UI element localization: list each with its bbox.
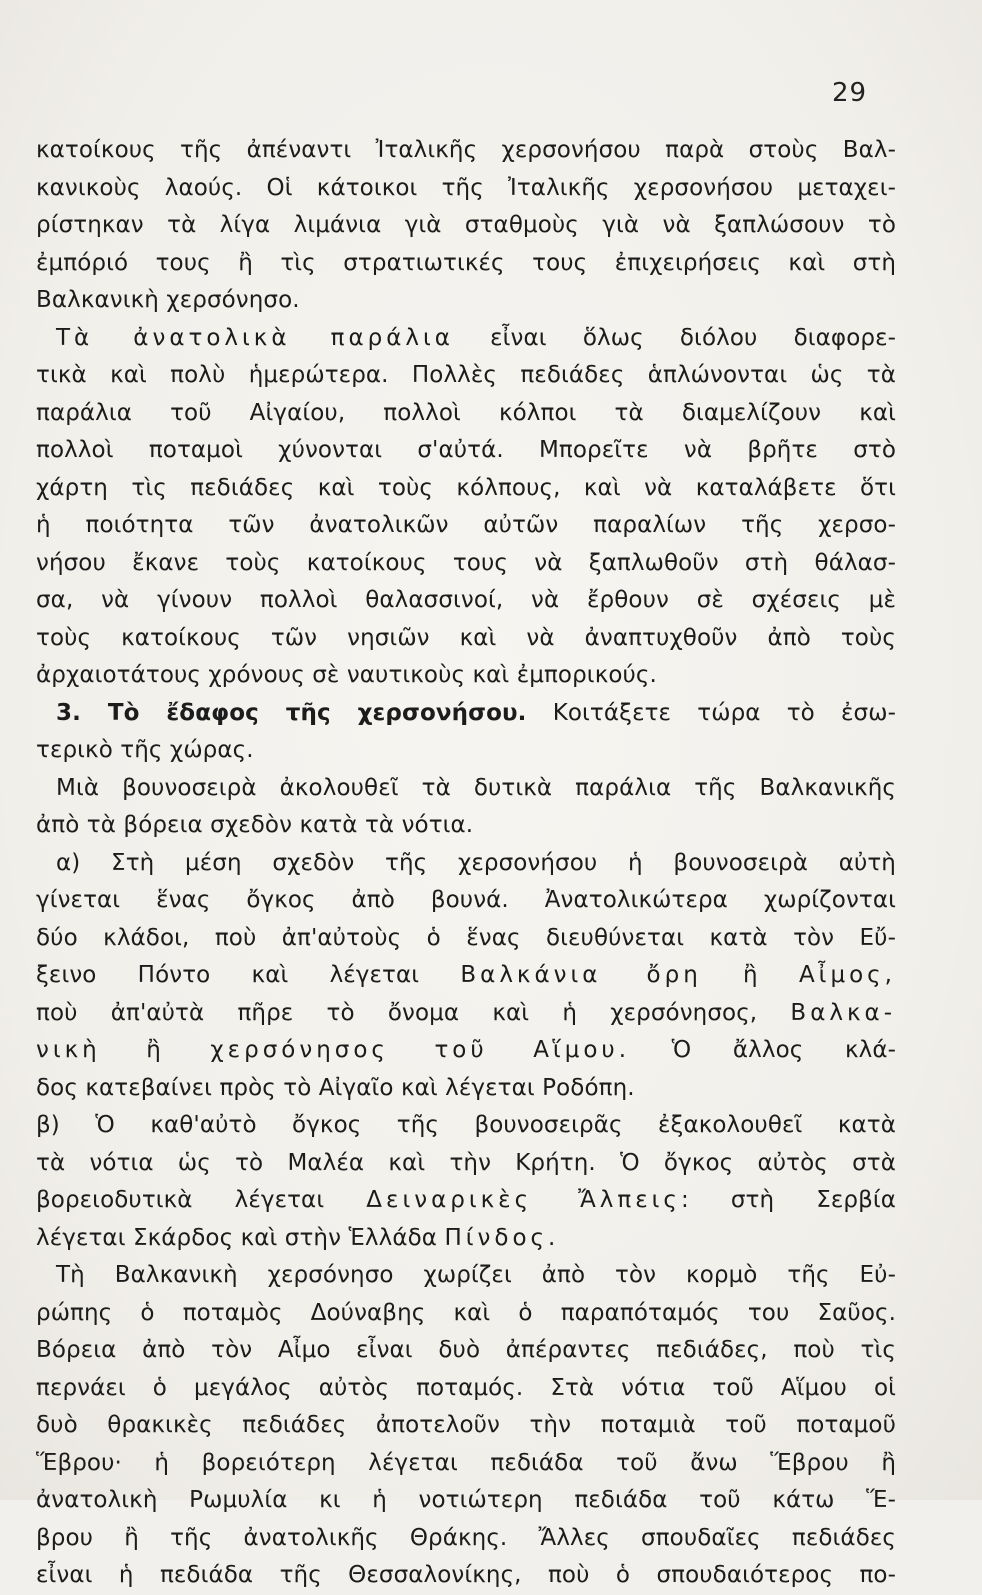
- text-line: βρου ἢ τῆς ἀνατολικῆς Θράκης. Ἄλλες σπουδαῖες πεδιάδες: [36, 1524, 896, 1551]
- spaced-term: Αἶμος,: [798, 962, 896, 988]
- text-line: γίνεται ἕνας ὄγκος ἀπὸ βουνά. Ἀνατολικώτερα χωρίζονται: [36, 887, 896, 913]
- text-line: ἀρχαιοτάτους χρόνους σὲ ναυτικοὺς καὶ ἐμπορικούς.: [36, 662, 657, 688]
- text-line: Βαλκανικὴ χερσόνησο.: [36, 287, 300, 313]
- text-line: Βόρεια ἀπὸ τὸν Αἶμο εἶναι δυὸ ἀπέραντες πεδιάδες, ποὺ τὶς: [36, 1337, 896, 1363]
- text-line: κατοίκους τῆς ἀπέναντι Ἰταλικῆς χερσονήσου παρὰ στοὺς Βαλ-: [36, 137, 896, 163]
- spaced-term: Δειναρικὲς Ἄλπεις: [366, 1187, 681, 1213]
- text-line: ποὺ ἀπ'αὐτὰ πῆρε τὸ ὄνομα καὶ ἡ χερσόνησος, Βαλκα-: [36, 999, 896, 1026]
- spaced-term: Βαλκάνια ὄρη: [460, 962, 702, 988]
- text-line: Τὴ Βαλκανικὴ χερσόνησο χωρίζει ἀπὸ τὸν κορμὸ τῆς Εὐ-: [56, 1262, 896, 1288]
- text-line: β) Ὁ καθ'αὐτὸ ὄγκος τῆς βουνοσειρᾶς ἐξακολουθεῖ κατὰ: [36, 1112, 896, 1138]
- text-line: α) Στὴ μέση σχεδὸν τῆς χερσονήσου ἡ βουνοσειρὰ αὐτὴ: [56, 849, 896, 876]
- text-line: Τὰ ἀνατολικὰ παράλια εἶναι ὅλως διόλου διαφορε-: [56, 324, 896, 351]
- text-line: Ἕβρου· ἡ βορειότερη λέγεται πεδιάδα τοῦ ἄνω Ἕβρου ἢ: [36, 1449, 896, 1476]
- text-line: δυὸ θρακικὲς πεδιάδες ἀποτελοῦν τὴν ποταμιὰ τοῦ ποταμοῦ: [36, 1412, 896, 1438]
- text-line: δύο κλάδοι, ποὺ ἀπ'αὐτοὺς ὁ ἕνας διευθύνεται κατὰ τὸν Εὔ-: [36, 924, 896, 951]
- page-number: 29: [832, 78, 868, 108]
- spaced-term: Τὰ ἀνατολικὰ παράλια: [56, 324, 454, 351]
- text-line: 3. Τὸ ἔδαφος τῆς χερσονήσου. Κοιτάξετε τώρα τὸ ἐσω-: [56, 699, 896, 726]
- text-line: νικὴ ἢ χερσόνησος τοῦ Αἵμου. Ὁ ἄλλος κλά-: [36, 1037, 896, 1063]
- text-line: ρώπης ὁ ποταμὸς Δούναβης καὶ ὁ παραπόταμός του Σαῦος.: [36, 1299, 896, 1326]
- text-line: εἶναι ἡ πεδιάδα τῆς Θεσσαλονίκης, ποὺ ὁ σπουδαιότερος πο-: [36, 1562, 896, 1588]
- text-line: νήσου ἔκανε τοὺς κατοίκους τους νὰ ξαπλωθοῦν στὴ θάλασ-: [36, 549, 896, 576]
- text-line: ρίστηκαν τὰ λίγα λιμάνια γιὰ σταθμοὺς γιὰ νὰ ξαπλώσουν τὸ: [36, 212, 896, 238]
- spaced-term: Βαλκα-: [790, 999, 896, 1026]
- text-line: τικὰ καὶ πολὺ ἡμερώτερα. Πολλὲς πεδιάδες ἁπλώνονται ὡς τὰ: [36, 362, 896, 388]
- text-line: λέγεται Σκάρδος καὶ στὴν Ἑλλάδα Πίνδος.: [36, 1224, 556, 1251]
- text-line: Μιὰ βουνοσειρὰ ἀκολουθεῖ τὰ δυτικὰ παράλια τῆς Βαλκανικῆς: [56, 774, 896, 801]
- text-line: τὰ νότια ὡς τὸ Μαλέα καὶ τὴν Κρήτη. Ὁ ὄγκος αὐτὸς στὰ: [36, 1149, 896, 1176]
- text-line: πολλοὶ ποταμοὶ χύνονται σ'αὐτά. Μπορεῖτε νὰ βρῆτε στὸ: [36, 437, 896, 463]
- body-text: [36, 132, 896, 1595]
- section-heading: 3. Τὸ ἔδαφος τῆς χερσονήσου.: [56, 699, 527, 726]
- text-line: ἐμπόριό τους ἢ τὶς στρατιωτικές τους ἐπιχειρήσεις καὶ στὴ: [36, 249, 896, 276]
- text-line: τερικὸ τῆς χώρας.: [36, 737, 254, 763]
- spaced-term: νικὴ ἢ χερσόνησος τοῦ Αἵμου.: [36, 1037, 631, 1063]
- text-line: βορειοδυτικὰ λέγεται Δειναρικὲς Ἄλπεις: στὴ Σερβία: [36, 1187, 897, 1213]
- text-line: ἡ ποιότητα τῶν ἀνατολικῶν αὐτῶν παραλίων τῆς χερσο-: [36, 512, 896, 538]
- text-line: κανικοὺς λαούς. Οἱ κάτοικοι τῆς Ἰταλικῆς χερσονήσου μεταχει-: [36, 174, 896, 201]
- spaced-term: Πίνδος: [444, 1224, 549, 1251]
- text-line: σα, νὰ γίνουν πολλοὶ θαλασσινοί, νὰ ἔρθουν σὲ σχέσεις μὲ: [36, 587, 896, 613]
- text-line: χάρτη τὶς πεδιάδες καὶ τοὺς κόλπους, καὶ νὰ καταλάβετε ὅτι: [36, 474, 896, 501]
- text-line: ἀπὸ τὰ βόρεια σχεδὸν κατὰ τὰ νότια.: [36, 812, 474, 838]
- text-line: παράλια τοῦ Αἰγαίου, πολλοὶ κόλποι τὰ διαμελίζουν καὶ: [36, 399, 896, 426]
- text-line: δος κατεβαίνει πρὸς τὸ Αἰγαῖο καὶ λέγεται Ροδόπη.: [36, 1074, 635, 1101]
- text-line: ξεινο Πόντο καὶ λέγεται Βαλκάνια ὄρη ἢ Αἶμος,: [36, 962, 896, 988]
- text-line: περνάει ὁ μεγάλος αὐτὸς ποταμός. Στὰ νότια τοῦ Αἵμου οἱ: [36, 1374, 896, 1401]
- text-line: ἀνατολικὴ Ρωμυλία κι ἡ νοτιώτερη πεδιάδα τοῦ κάτω Ἕ-: [36, 1487, 896, 1513]
- text-line: τοὺς κατοίκους τῶν νησιῶν καὶ νὰ ἀναπτυχθοῦν ἀπὸ τοὺς: [36, 624, 896, 651]
